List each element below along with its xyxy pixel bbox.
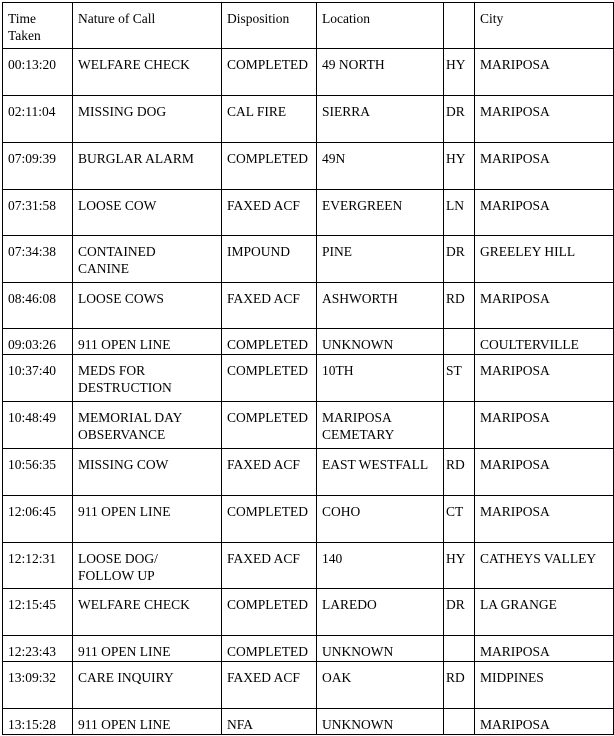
time-cell: 07:09:39 (3, 143, 73, 190)
table-row (3, 449, 614, 496)
location-cell: UNKNOWN (317, 329, 444, 355)
nature-of-call-cell: LOOSE COW (73, 190, 222, 236)
street-suffix-cell (444, 636, 475, 662)
city-cell: MARIPOSA (475, 709, 614, 735)
disposition-cell: COMPLETED (222, 143, 317, 190)
city-cell: MARIPOSA (475, 96, 614, 143)
city-cell: MIDPINES (475, 662, 614, 709)
time-cell: 08:46:08 (3, 283, 73, 329)
location-cell: OAK (317, 662, 444, 709)
disposition-cell: COMPLETED (222, 496, 317, 543)
city-cell: MARIPOSA (475, 49, 614, 96)
disposition-cell: IMPOUND (222, 236, 317, 283)
time-cell: 12:06:45 (3, 496, 73, 543)
street-suffix-cell: RD (444, 283, 475, 329)
disposition-cell: NFA (222, 709, 317, 735)
location-cell: PINE (317, 236, 444, 283)
disposition-cell: FAXED ACF (222, 662, 317, 709)
header-row (3, 3, 614, 49)
street-suffix-cell: ST (444, 355, 475, 402)
disposition-cell: COMPLETED (222, 589, 317, 636)
city-cell: MARIPOSA (475, 496, 614, 543)
street-suffix-cell (444, 402, 475, 449)
nature-of-call-cell: CARE INQUIRY (73, 662, 222, 709)
street-suffix-cell: DR (444, 96, 475, 143)
nature-of-call-cell: CONTAINED CANINE (73, 236, 222, 283)
location-cell: UNKNOWN (317, 709, 444, 735)
call-log-body (3, 49, 614, 735)
disposition-cell: CAL FIRE (222, 96, 317, 143)
time-cell: 10:56:35 (3, 449, 73, 496)
disposition-cell: COMPLETED (222, 49, 317, 96)
table-row (3, 190, 614, 236)
call-log-table (2, 2, 614, 735)
table-row (3, 543, 614, 589)
street-suffix-cell: RD (444, 449, 475, 496)
time-cell: 09:03:26 (3, 329, 73, 355)
time-cell: 13:09:32 (3, 662, 73, 709)
disposition-cell: COMPLETED (222, 636, 317, 662)
header-street-suffix (444, 3, 475, 49)
city-cell: MARIPOSA (475, 636, 614, 662)
city-cell: MARIPOSA (475, 190, 614, 236)
city-cell: MARIPOSA (475, 449, 614, 496)
city-cell: MARIPOSA (475, 402, 614, 449)
disposition-cell: FAXED ACF (222, 283, 317, 329)
nature-of-call-cell: WELFARE CHECK (73, 49, 222, 96)
time-cell: 12:15:45 (3, 589, 73, 636)
table-row (3, 662, 614, 709)
disposition-cell: COMPLETED (222, 355, 317, 402)
nature-of-call-cell: 911 OPEN LINE (73, 709, 222, 735)
table-row (3, 96, 614, 143)
time-cell: 10:37:40 (3, 355, 73, 402)
disposition-cell: COMPLETED (222, 329, 317, 355)
nature-of-call-cell: LOOSE DOG/ FOLLOW UP (73, 543, 222, 589)
time-cell: 02:11:04 (3, 96, 73, 143)
street-suffix-cell: HY (444, 543, 475, 589)
disposition-cell: COMPLETED (222, 402, 317, 449)
table-row (3, 236, 614, 283)
location-cell: COHO (317, 496, 444, 543)
street-suffix-cell (444, 709, 475, 735)
city-cell: GREELEY HILL (475, 236, 614, 283)
location-cell: 49N (317, 143, 444, 190)
table-row (3, 589, 614, 636)
location-cell: LAREDO (317, 589, 444, 636)
street-suffix-cell: HY (444, 49, 475, 96)
location-cell: 140 (317, 543, 444, 589)
city-cell: CATHEYS VALLEY (475, 543, 614, 589)
location-cell: SIERRA (317, 96, 444, 143)
nature-of-call-cell: MISSING COW (73, 449, 222, 496)
time-cell: 13:15:28 (3, 709, 73, 735)
table-row (3, 283, 614, 329)
city-cell: MARIPOSA (475, 355, 614, 402)
time-cell: 12:23:43 (3, 636, 73, 662)
table-row (3, 636, 614, 662)
city-cell: MARIPOSA (475, 283, 614, 329)
time-cell: 07:34:38 (3, 236, 73, 283)
nature-of-call-cell: BURGLAR ALARM (73, 143, 222, 190)
disposition-cell: FAXED ACF (222, 449, 317, 496)
table-row (3, 49, 614, 96)
time-cell: 12:12:31 (3, 543, 73, 589)
table-row (3, 329, 614, 355)
street-suffix-cell: DR (444, 236, 475, 283)
street-suffix-cell (444, 329, 475, 355)
location-cell: EVERGREEN (317, 190, 444, 236)
location-cell: EAST WESTFALL (317, 449, 444, 496)
nature-of-call-cell: MEDS FOR DESTRUCTION (73, 355, 222, 402)
header-time-taken: Time Taken (3, 3, 73, 49)
nature-of-call-cell: 911 OPEN LINE (73, 329, 222, 355)
nature-of-call-cell: WELFARE CHECK (73, 589, 222, 636)
location-cell: 49 NORTH (317, 49, 444, 96)
header-location: Location (317, 3, 444, 49)
street-suffix-cell: RD (444, 662, 475, 709)
nature-of-call-cell: LOOSE COWS (73, 283, 222, 329)
location-cell: UNKNOWN (317, 636, 444, 662)
header-nature-of-call: Nature of Call (73, 3, 222, 49)
disposition-cell: FAXED ACF (222, 190, 317, 236)
street-suffix-cell: CT (444, 496, 475, 543)
table-row (3, 496, 614, 543)
table-row (3, 709, 614, 735)
table-row (3, 143, 614, 190)
location-cell: 10TH (317, 355, 444, 402)
header-disposition: Disposition (222, 3, 317, 49)
street-suffix-cell: LN (444, 190, 475, 236)
city-cell: MARIPOSA (475, 143, 614, 190)
time-cell: 07:31:58 (3, 190, 73, 236)
table-row (3, 355, 614, 402)
city-cell: LA GRANGE (475, 589, 614, 636)
nature-of-call-cell: 911 OPEN LINE (73, 636, 222, 662)
city-cell: COULTERVILLE (475, 329, 614, 355)
table-row (3, 402, 614, 449)
time-cell: 00:13:20 (3, 49, 73, 96)
location-cell: ASHWORTH (317, 283, 444, 329)
disposition-cell: FAXED ACF (222, 543, 317, 589)
street-suffix-cell: HY (444, 143, 475, 190)
nature-of-call-cell: 911 OPEN LINE (73, 496, 222, 543)
street-suffix-cell: DR (444, 589, 475, 636)
header-city: City (475, 3, 614, 49)
nature-of-call-cell: MISSING DOG (73, 96, 222, 143)
time-cell: 10:48:49 (3, 402, 73, 449)
nature-of-call-cell: MEMORIAL DAY OBSERVANCE (73, 402, 222, 449)
location-cell: MARIPOSA CEMETARY (317, 402, 444, 449)
